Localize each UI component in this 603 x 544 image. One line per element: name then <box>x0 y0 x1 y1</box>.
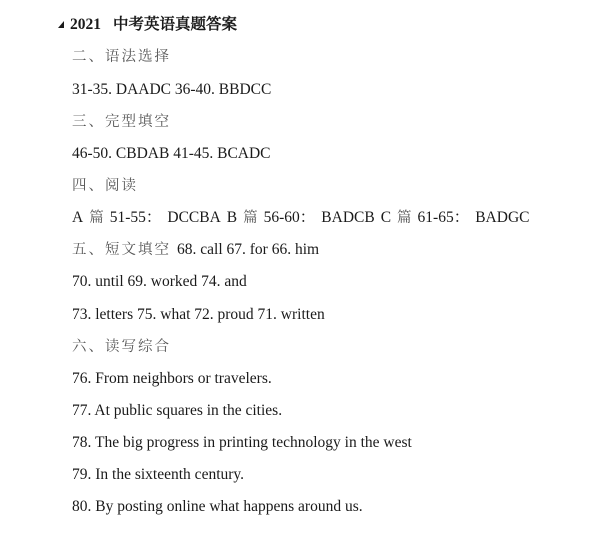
cloze-answers: 46-50. CBDAB 41-45. BCADC <box>72 145 271 162</box>
reading-b-pian: 篇 <box>243 210 258 226</box>
read-write-answer-77: 77. At public squares in the cities. <box>72 402 283 419</box>
reading-c-range: 61-65： <box>417 209 470 226</box>
section-heading-read-write: 六、读写综合 <box>72 339 171 355</box>
section-heading-reading: 四、阅读 <box>72 178 138 194</box>
reading-b-label: B <box>226 209 238 226</box>
reading-a-label: A <box>72 209 84 226</box>
section-heading-grammar: 二、语法选择 <box>72 49 171 65</box>
document-title <box>58 15 237 35</box>
reading-a-pian: 篇 <box>89 210 104 226</box>
reading-c-label: C <box>380 209 392 226</box>
short-fill-line-3: 73. letters 75. what 72. proud 71. written <box>72 306 325 323</box>
short-fill-answers-1: 68. call 67. for 66. him <box>177 241 320 258</box>
reading-a-range: 51-55： <box>109 209 162 226</box>
read-write-answer-76: 76. From neighbors or travelers. <box>72 370 272 387</box>
short-fill-line-2: 70. until 69. worked 74. and <box>72 273 247 290</box>
collapse-triangle-icon[interactable] <box>58 21 64 28</box>
reading-a-answers: DCCBA <box>167 209 221 226</box>
reading-b-range: 56-60： <box>263 209 316 226</box>
reading-c-answers: BADGC <box>475 209 530 226</box>
read-write-answer-78: 78. The big progress in printing technology in the west <box>72 434 412 451</box>
short-fill-line-1 <box>72 240 319 260</box>
reading-answers <box>72 208 529 228</box>
title-text: 中考英语真题答案 <box>113 16 238 33</box>
reading-b-answers: BADCB <box>321 209 375 226</box>
section-heading-cloze: 三、完型填空 <box>72 114 171 130</box>
read-write-answer-80: 80. By posting online what happens around us. <box>72 498 363 515</box>
reading-c-pian: 篇 <box>397 210 412 226</box>
read-write-answer-79: 79. In the sixteenth century. <box>72 466 245 483</box>
title-year: 2021 <box>70 16 101 33</box>
section-heading-short-fill: 五、短文填空 <box>72 242 171 258</box>
grammar-answers: 31-35. DAADC 36-40. BBDCC <box>72 81 272 98</box>
